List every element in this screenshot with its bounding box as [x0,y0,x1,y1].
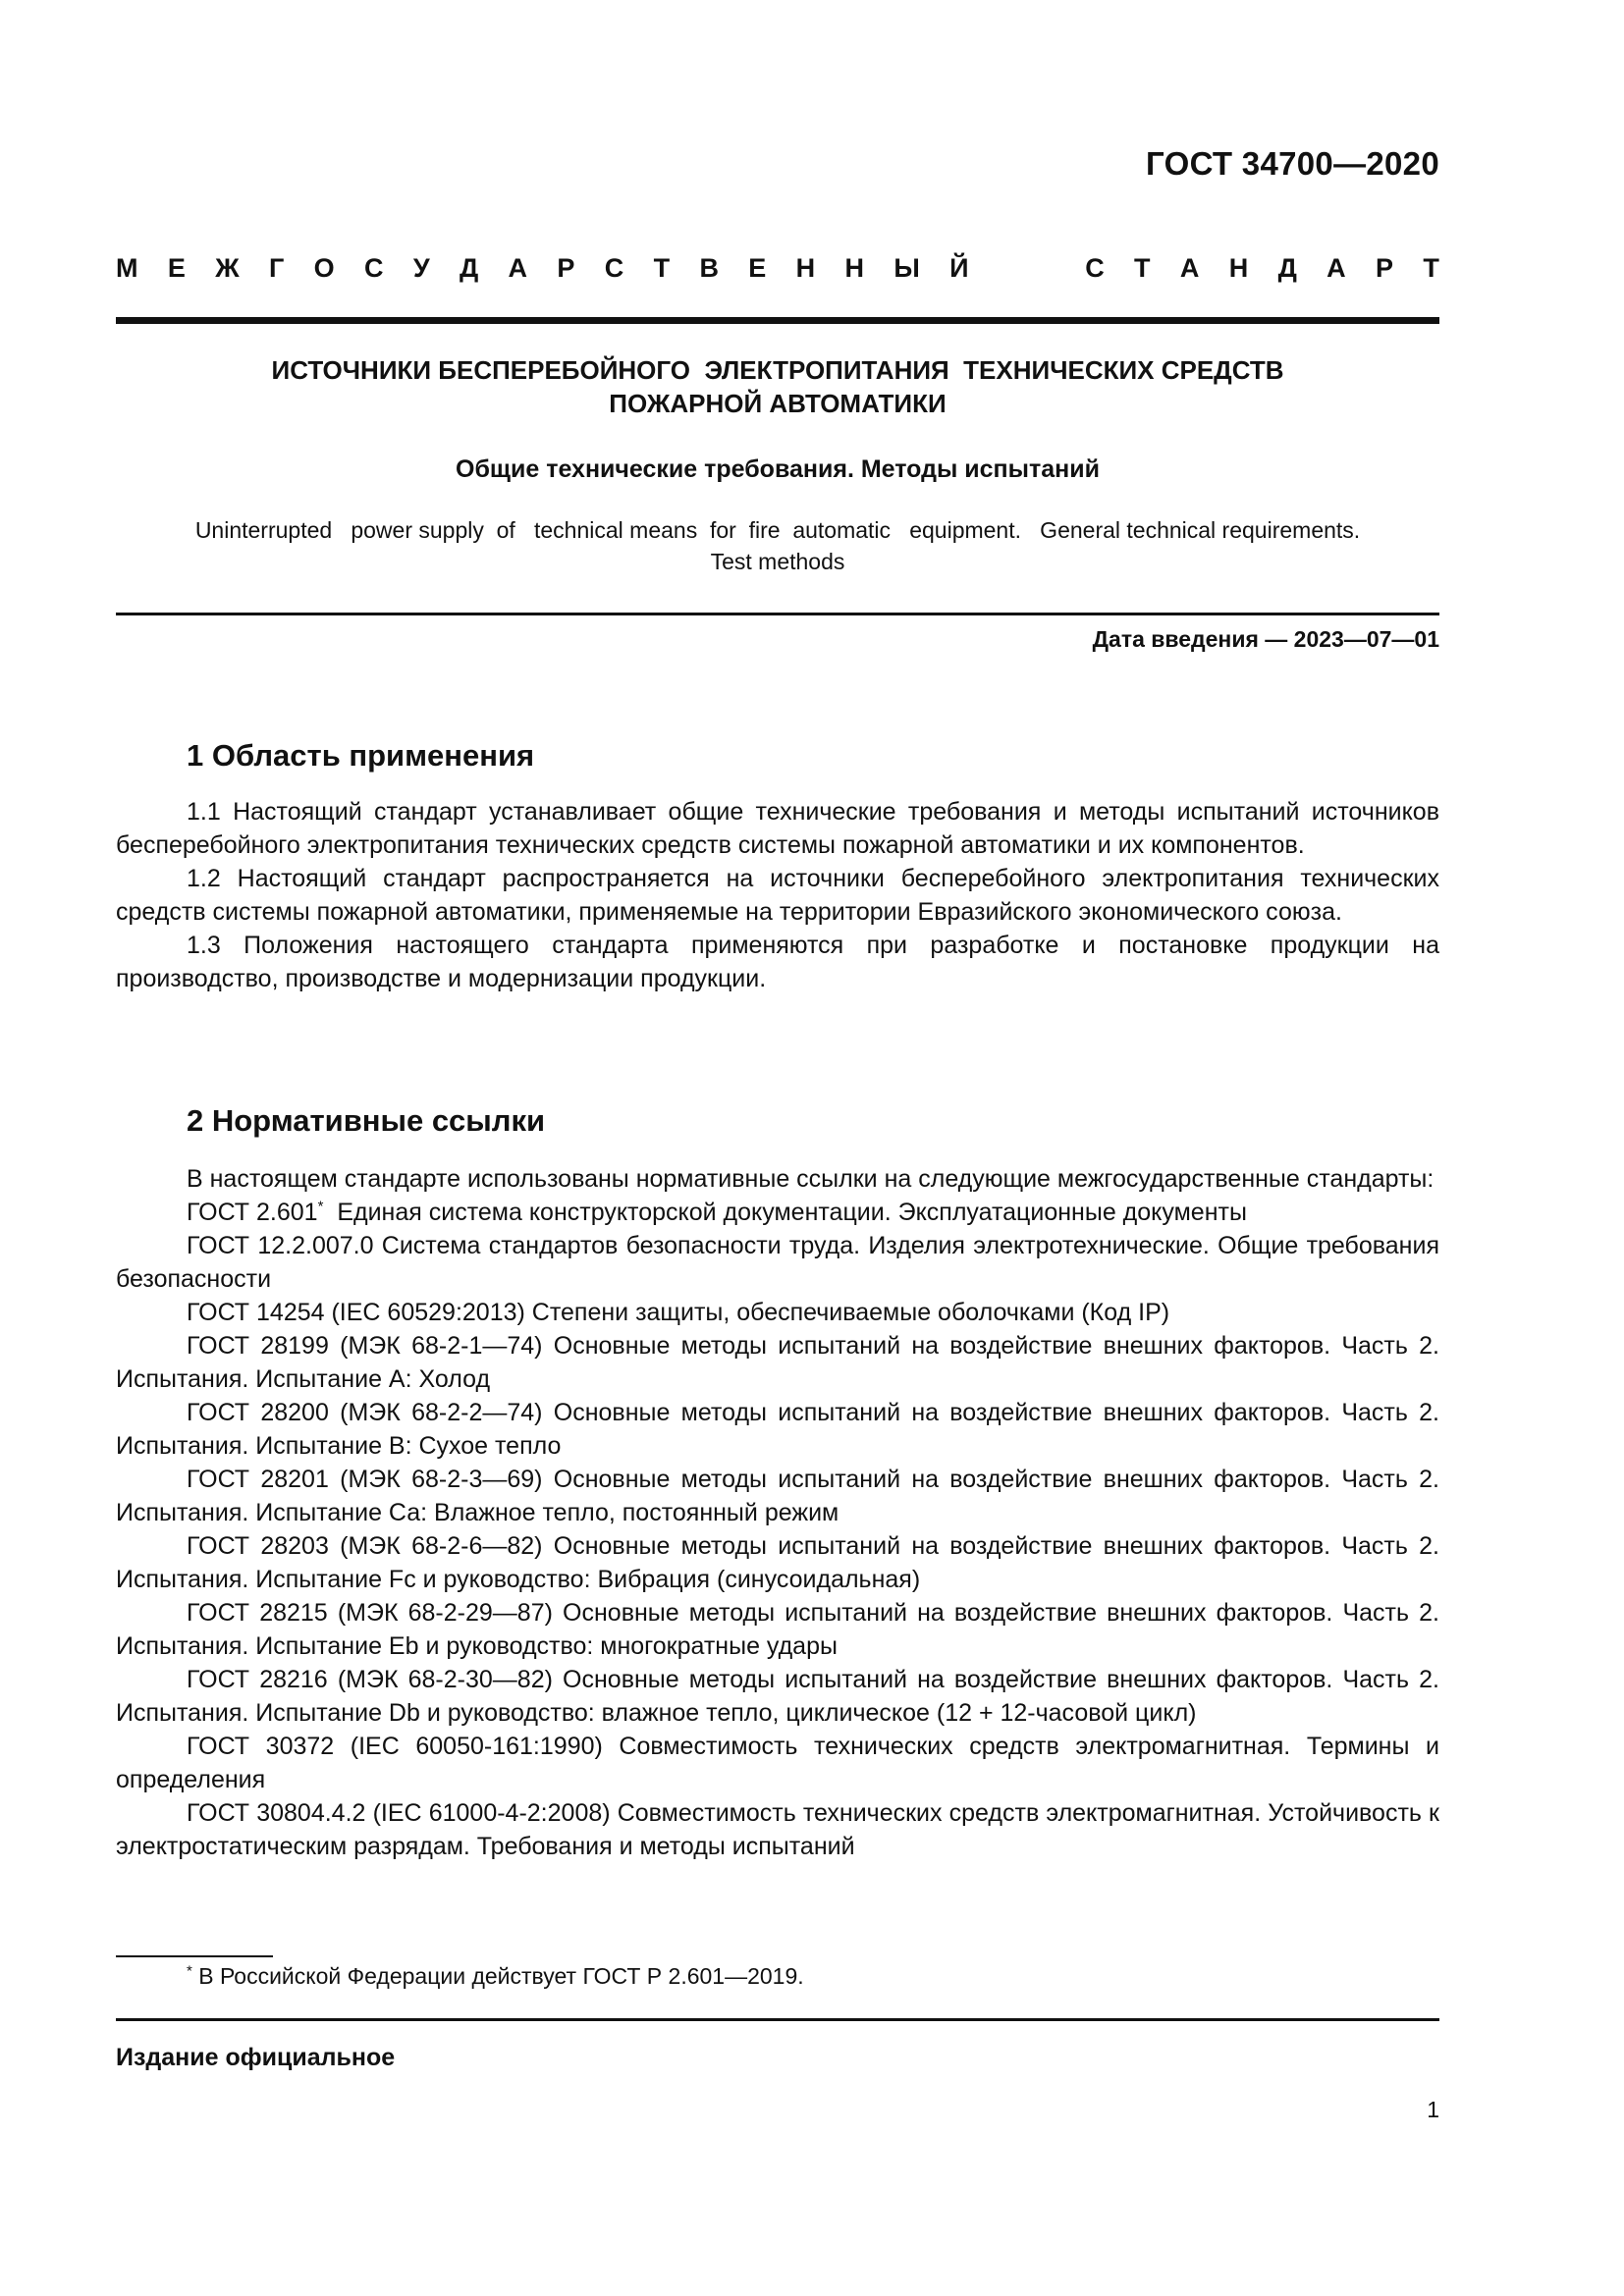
banner-letter: Т [1423,253,1439,283]
reference-item: ГОСТ 28216 (МЭК 68-2-30—82) Основные методы испытаний на воздействие внешних факторов. Часть 2. Испытания. Испытание Db и руководство: влажное тепло, циклическое (12 + 12-часовой цикл) [116,1666,1439,1727]
document-subtitle: Общие технические требования. Методы испытаний [456,455,1100,483]
footnote-divider [116,1955,273,1957]
banner-letter: Т [653,253,671,283]
reference-item: ГОСТ 28201 (МЭК 68-2-3—69) Основные методы испытаний на воздействие внешних факторов. Часть 2. Испытания. Испытание Са: Влажное тепло, постоянный режим [116,1466,1439,1526]
footnote-marker: * [317,1198,324,1215]
banner-letter: Р [1376,253,1394,283]
reference-code: ГОСТ 2.601 [187,1199,318,1226]
footer-divider [116,2018,1439,2021]
banner-letter: Д [459,253,479,283]
banner-letter: М [116,253,138,283]
reference-item: ГОСТ 28203 (МЭК 68-2-6—82) Основные методы испытаний на воздействие внешних факторов. Часть 2. Испытания. Испытание Fc и руководство: Вибрация (синусоидальная) [116,1532,1439,1593]
paragraph: 1.1 Настоящий стандарт устанавливает общие технические требования и методы испытаний источников бесперебойного электропитания технических средств системы пожарной автоматики и их компонентов. [116,798,1439,859]
banner-letter: С [363,253,384,283]
footnote-text: В Российской Федерации действует ГОСТ Р 2.601—2019. [191,1963,804,1989]
banner-letter: Е [167,253,186,283]
paragraph: В настоящем стандарте использованы нормативные ссылки на следующие межгосударственные стандарты: [187,1165,1435,1193]
reference-item: ГОСТ 30372 (IEC 60050-161:1990) Совместимость технических средств электромагнитная. Термины и определения [116,1733,1439,1793]
reference-item: ГОСТ 12.2.007.0 Система стандартов безопасности труда. Изделия электротехнические. Общие требования безопасности [116,1232,1439,1293]
banner-letter: Т [1134,253,1151,283]
english-title-line: Test methods [710,549,845,574]
reference-item: ГОСТ 28199 (МЭК 68-2-1—74) Основные методы испытаний на воздействие внешних факторов. Часть 2. Испытания. Испытание А: Холод [116,1332,1439,1393]
section-1-body [116,795,1439,995]
title-line: ИСТОЧНИКИ БЕСПЕРЕБОЙНОГО ЭЛЕКТРОПИТАНИЯ ТЕХНИЧЕСКИХ СРЕДСТВ [271,355,1284,385]
footnote-marker: * [187,1962,192,1980]
paragraph: 1.2 Настоящий стандарт распространяется на источники бесперебойного электропитания технических средств системы пожарной автоматики, применяемые на территории Евразийского экономического союза. [116,865,1439,926]
banner-letter: О [313,253,335,283]
banner-letter: А [508,253,528,283]
reference-item [116,1196,1439,1229]
banner-letter: Р [557,253,575,283]
page-number: 1 [1427,2097,1439,2122]
section-1-heading: 1 Область применения [187,738,535,773]
banner-letter: Ы [893,253,920,283]
banner-letter: Н [1228,253,1249,283]
document-code: ГОСТ 34700—2020 [1146,145,1439,182]
banner-letter: Е [748,253,767,283]
banner-letter: Д [1277,253,1297,283]
edition-label: Издание официальное [116,2044,396,2071]
document-title [116,353,1439,420]
banner-letter: А [1326,253,1346,283]
banner-letter: С [604,253,624,283]
banner-letter: У [412,253,430,283]
banner-letter: Ж [215,253,240,283]
banner-letter: А [1179,253,1200,283]
reference-item: ГОСТ 28215 (МЭК 68-2-29—87) Основные методы испытаний на воздействие внешних факторов. Часть 2. Испытания. Испытание Eb и руководство: многократные удары [116,1599,1439,1660]
reference-item: ГОСТ 30804.4.2 (IEC 61000-4-2:2008) Совместимость технических средств электромагнитная. Устойчивость к электростатическим разрядам. Требования и методы испытаний [116,1799,1439,1860]
standard-type-banner [116,251,1439,285]
banner-letter: Н [844,253,864,283]
section-2-heading: 2 Нормативные ссылки [187,1103,546,1138]
banner-letter: Н [795,253,816,283]
banner-letter: Й [949,253,969,283]
reference-item: ГОСТ 14254 (IEC 60529:2013) Степени защиты, обеспечиваемые оболочками (Код IP) [187,1299,1170,1326]
english-title [116,514,1439,577]
title-line: ПОЖАРНОЙ АВТОМАТИКИ [609,389,947,418]
section-2-body [116,1162,1439,1863]
banner-letter: С [1085,253,1105,283]
reference-item: ГОСТ 28200 (МЭК 68-2-2—74) Основные методы испытаний на воздействие внешних факторов. Часть 2. Испытания. Испытание В: Сухое тепло [116,1399,1439,1460]
footnote [187,1961,804,1991]
paragraph: 1.3 Положения настоящего стандарта применяются при разработке и постановке продукции на производство, производстве и модернизации продукции. [116,932,1439,992]
english-title-line: Uninterrupted power supply of technical means for fire automatic equipment. General technical requirements. [194,517,1361,543]
header-divider [116,317,1439,324]
reference-text: Единая система конструкторской документации. Эксплуатационные документы [323,1199,1247,1226]
introduction-date: Дата введения — 2023—07—01 [1092,626,1439,652]
banner-letter: Г [268,253,285,283]
banner-letter: В [699,253,719,283]
title-divider [116,613,1439,615]
